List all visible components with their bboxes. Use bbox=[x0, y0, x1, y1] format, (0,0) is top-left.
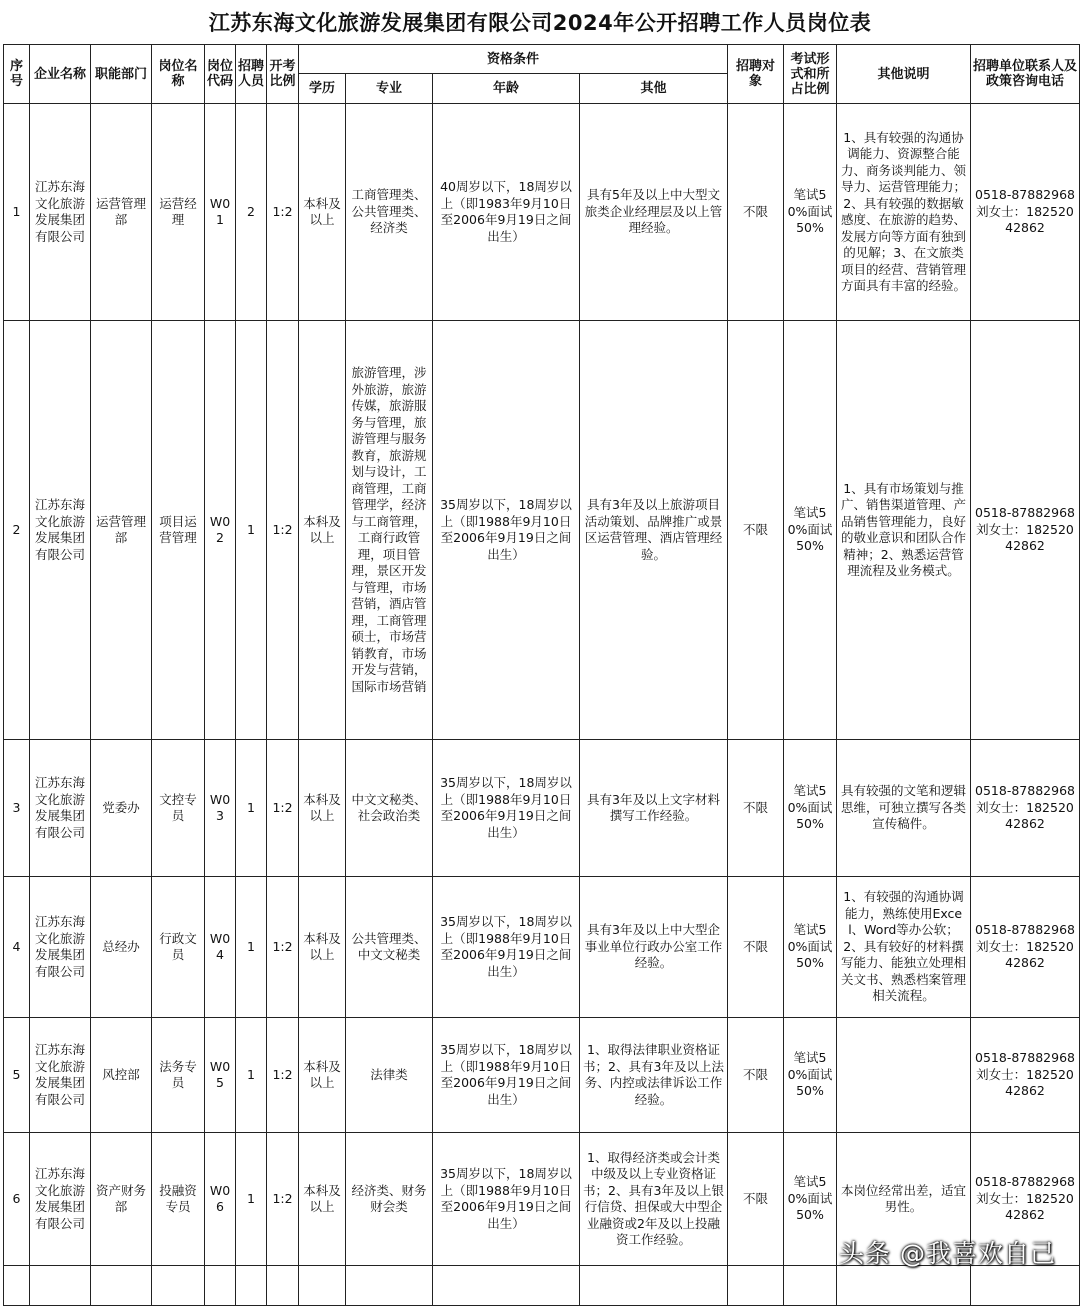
cell-dept: 资产财务部 bbox=[91, 1133, 152, 1266]
cell-position: 运营经理 bbox=[152, 104, 205, 321]
cell-position: 行政文员 bbox=[152, 877, 205, 1018]
cell-exam: 笔试50%面试50% bbox=[784, 740, 837, 877]
table-row bbox=[4, 1018, 1080, 1133]
header-seq: 序号 bbox=[4, 45, 30, 104]
cell-dept: 党委办 bbox=[91, 740, 152, 877]
cell-dept: 风控部 bbox=[91, 1018, 152, 1133]
cell-empty bbox=[346, 1266, 433, 1306]
cell-notes: 1、具有市场策划与推广、销售渠道管理、产品销售管理能力，良好的敬业意识和团队合作精神；2、熟悉运营管理流程及业务模式。 bbox=[837, 321, 971, 740]
recruitment-table bbox=[3, 44, 1080, 1306]
cell-ratio: 1:2 bbox=[267, 740, 299, 877]
cell-contact: 0518-87882968 刘女士：18252042862 bbox=[971, 104, 1080, 321]
header-count: 招聘人员 bbox=[236, 45, 267, 104]
table-row-partial bbox=[4, 1266, 1080, 1306]
cell-empty bbox=[267, 1266, 299, 1306]
cell-major: 法律类 bbox=[346, 1018, 433, 1133]
header-contact: 招聘单位联系人及政策咨询电话 bbox=[971, 45, 1080, 104]
header-position: 岗位名称 bbox=[152, 45, 205, 104]
cell-major: 工商管理类、公共管理类、经济类 bbox=[346, 104, 433, 321]
cell-code: W02 bbox=[205, 321, 236, 740]
cell-education: 本科及以上 bbox=[299, 877, 346, 1018]
cell-notes bbox=[837, 1018, 971, 1133]
cell-major: 旅游管理，涉外旅游，旅游传媒，旅游服务与管理，旅游管理与服务教育，旅游规划与设计，工商管理，工商管理学，经济与工商管理，工商行政管理，项目管理，景区开发与管理，市场营销，酒店管理，工商管理硕士，市场营销教育，市场开发与营销，国际市场营销 bbox=[346, 321, 433, 740]
cell-notes: 本岗位经常出差，适宜男性。 bbox=[837, 1133, 971, 1266]
cell-exam: 笔试50%面试50% bbox=[784, 321, 837, 740]
cell-contact: 0518-87882968 刘女士：18252042862 bbox=[971, 321, 1080, 740]
cell-other-req: 具有3年及以上文字材料撰写工作经验。 bbox=[580, 740, 728, 877]
cell-ratio: 1:2 bbox=[267, 321, 299, 740]
cell-notes: 1、具有较强的沟通协调能力、资源整合能力、商务谈判能力、领导力、运营管理能力；2、具有较强的数据敏感度、在旅游的趋势、发展方向等方面有独到的见解；3、在文旅类项目的经营、营销管理方面具有丰富的经验。 bbox=[837, 104, 971, 321]
cell-age: 35周岁以下，18周岁以上（即1988年9月10日至2006年9月19日之间出生） bbox=[433, 321, 580, 740]
cell-target: 不限 bbox=[728, 877, 784, 1018]
cell-empty bbox=[205, 1266, 236, 1306]
cell-code: W06 bbox=[205, 1133, 236, 1266]
cell-empty bbox=[837, 1266, 971, 1306]
cell-code: W05 bbox=[205, 1018, 236, 1133]
cell-empty bbox=[4, 1266, 30, 1306]
cell-seq: 5 bbox=[4, 1018, 30, 1133]
header-ratio: 开考比例 bbox=[267, 45, 299, 104]
cell-target: 不限 bbox=[728, 740, 784, 877]
header-target: 招聘对象 bbox=[728, 45, 784, 104]
watermark: 头条 @我喜欢自己 bbox=[839, 1239, 1056, 1268]
cell-exam: 笔试50%面试50% bbox=[784, 877, 837, 1018]
cell-ratio: 1:2 bbox=[267, 1018, 299, 1133]
cell-company: 江苏东海文化旅游发展集团有限公司 bbox=[30, 1018, 91, 1133]
cell-empty bbox=[30, 1266, 91, 1306]
cell-position: 投融资专员 bbox=[152, 1133, 205, 1266]
header-exam: 考试形式和所占比例 bbox=[784, 45, 837, 104]
cell-empty bbox=[236, 1266, 267, 1306]
cell-other-req: 1、取得法律职业资格证书；2、具有3年及以上法务、内控或法律诉讼工作经验。 bbox=[580, 1018, 728, 1133]
cell-major: 经济类、财务财会类 bbox=[346, 1133, 433, 1266]
cell-position: 法务专员 bbox=[152, 1018, 205, 1133]
cell-other-req: 具有3年及以上中大型企事业单位行政办公室工作经验。 bbox=[580, 877, 728, 1018]
table-row bbox=[4, 877, 1080, 1018]
cell-other-req: 具有5年及以上中大型文旅类企业经理层及以上管理经验。 bbox=[580, 104, 728, 321]
header-notes: 其他说明 bbox=[837, 45, 971, 104]
cell-target: 不限 bbox=[728, 1133, 784, 1266]
cell-other-req: 具有3年及以上旅游项目活动策划、品牌推广或景区运营管理、酒店管理经验。 bbox=[580, 321, 728, 740]
cell-age: 40周岁以下，18周岁以上（即1983年9月10日至2006年9月19日之间出生） bbox=[433, 104, 580, 321]
cell-empty bbox=[971, 1266, 1080, 1306]
cell-contact: 0518-87882968 刘女士：18252042862 bbox=[971, 1018, 1080, 1133]
cell-target: 不限 bbox=[728, 1018, 784, 1133]
cell-count: 1 bbox=[236, 321, 267, 740]
table-row bbox=[4, 321, 1080, 740]
cell-company: 江苏东海文化旅游发展集团有限公司 bbox=[30, 740, 91, 877]
cell-other-req: 1、取得经济类或会计类中级及以上专业资格证书；2、具有3年及以上银行信贷、担保或大中型企业融资或2年及以上投融资工作经验。 bbox=[580, 1133, 728, 1266]
cell-seq: 2 bbox=[4, 321, 30, 740]
header-other-req: 其他 bbox=[580, 74, 728, 104]
cell-contact: 0518-87882968 刘女士：18252042862 bbox=[971, 740, 1080, 877]
cell-age: 35周岁以下，18周岁以上（即1988年9月10日至2006年9月19日之间出生） bbox=[433, 740, 580, 877]
cell-target: 不限 bbox=[728, 321, 784, 740]
cell-education: 本科及以上 bbox=[299, 1018, 346, 1133]
cell-code: W01 bbox=[205, 104, 236, 321]
cell-education: 本科及以上 bbox=[299, 1133, 346, 1266]
cell-major: 公共管理类、中文文秘类 bbox=[346, 877, 433, 1018]
cell-empty bbox=[299, 1266, 346, 1306]
cell-count: 1 bbox=[236, 1018, 267, 1133]
cell-code: W04 bbox=[205, 877, 236, 1018]
cell-count: 2 bbox=[236, 104, 267, 321]
cell-contact: 0518-87882968 刘女士：18252042862 bbox=[971, 877, 1080, 1018]
cell-notes: 1、有较强的沟通协调能力，熟练使用Excel、Word等办公软；2、具有较好的材料撰写能力、能独立处理相关文书、熟悉档案管理相关流程。 bbox=[837, 877, 971, 1018]
page-title: 江苏东海文化旅游发展集团有限公司2024年公开招聘工作人员岗位表 bbox=[208, 11, 872, 35]
cell-count: 1 bbox=[236, 740, 267, 877]
header-code: 岗位代码 bbox=[205, 45, 236, 104]
cell-company: 江苏东海文化旅游发展集团有限公司 bbox=[30, 104, 91, 321]
header-company: 企业名称 bbox=[30, 45, 91, 104]
cell-position: 文控专员 bbox=[152, 740, 205, 877]
header-education: 学历 bbox=[299, 74, 346, 104]
cell-empty bbox=[433, 1266, 580, 1306]
cell-empty bbox=[728, 1266, 784, 1306]
cell-target: 不限 bbox=[728, 104, 784, 321]
cell-contact: 0518-87882968 刘女士：18252042862 bbox=[971, 1133, 1080, 1266]
cell-seq: 6 bbox=[4, 1133, 30, 1266]
cell-empty bbox=[580, 1266, 728, 1306]
cell-empty bbox=[784, 1266, 837, 1306]
table-row bbox=[4, 740, 1080, 877]
cell-position: 项目运营管理 bbox=[152, 321, 205, 740]
cell-seq: 3 bbox=[4, 740, 30, 877]
cell-dept: 运营管理部 bbox=[91, 104, 152, 321]
cell-company: 江苏东海文化旅游发展集团有限公司 bbox=[30, 877, 91, 1018]
cell-ratio: 1:2 bbox=[267, 104, 299, 321]
cell-dept: 总经办 bbox=[91, 877, 152, 1018]
cell-seq: 4 bbox=[4, 877, 30, 1018]
cell-seq: 1 bbox=[4, 104, 30, 321]
cell-exam: 笔试50%面试50% bbox=[784, 1133, 837, 1266]
header-qualifications: 资格条件 bbox=[299, 45, 728, 74]
cell-company: 江苏东海文化旅游发展集团有限公司 bbox=[30, 1133, 91, 1266]
cell-count: 1 bbox=[236, 1133, 267, 1266]
cell-exam: 笔试50%面试50% bbox=[784, 104, 837, 321]
cell-exam: 笔试50%面试50% bbox=[784, 1018, 837, 1133]
cell-empty bbox=[152, 1266, 205, 1306]
cell-code: W03 bbox=[205, 740, 236, 877]
cell-education: 本科及以上 bbox=[299, 321, 346, 740]
cell-age: 35周岁以下，18周岁以上（即1988年9月10日至2006年9月19日之间出生） bbox=[433, 1018, 580, 1133]
cell-education: 本科及以上 bbox=[299, 740, 346, 877]
cell-count: 1 bbox=[236, 877, 267, 1018]
cell-dept: 运营管理部 bbox=[91, 321, 152, 740]
header-dept: 职能部门 bbox=[91, 45, 152, 104]
cell-education: 本科及以上 bbox=[299, 104, 346, 321]
cell-empty bbox=[91, 1266, 152, 1306]
cell-ratio: 1:2 bbox=[267, 1133, 299, 1266]
cell-age: 35周岁以下，18周岁以上（即1988年9月10日至2006年9月19日之间出生） bbox=[433, 877, 580, 1018]
table-row bbox=[4, 104, 1080, 321]
cell-notes: 具有较强的文笔和逻辑思维，可独立撰写各类宣传稿件。 bbox=[837, 740, 971, 877]
header-age: 年龄 bbox=[433, 74, 580, 104]
cell-age: 35周岁以下，18周岁以上（即1988年9月10日至2006年9月19日之间出生） bbox=[433, 1133, 580, 1266]
header-major: 专业 bbox=[346, 74, 433, 104]
cell-ratio: 1:2 bbox=[267, 877, 299, 1018]
cell-major: 中文文秘类、社会政治类 bbox=[346, 740, 433, 877]
cell-company: 江苏东海文化旅游发展集团有限公司 bbox=[30, 321, 91, 740]
